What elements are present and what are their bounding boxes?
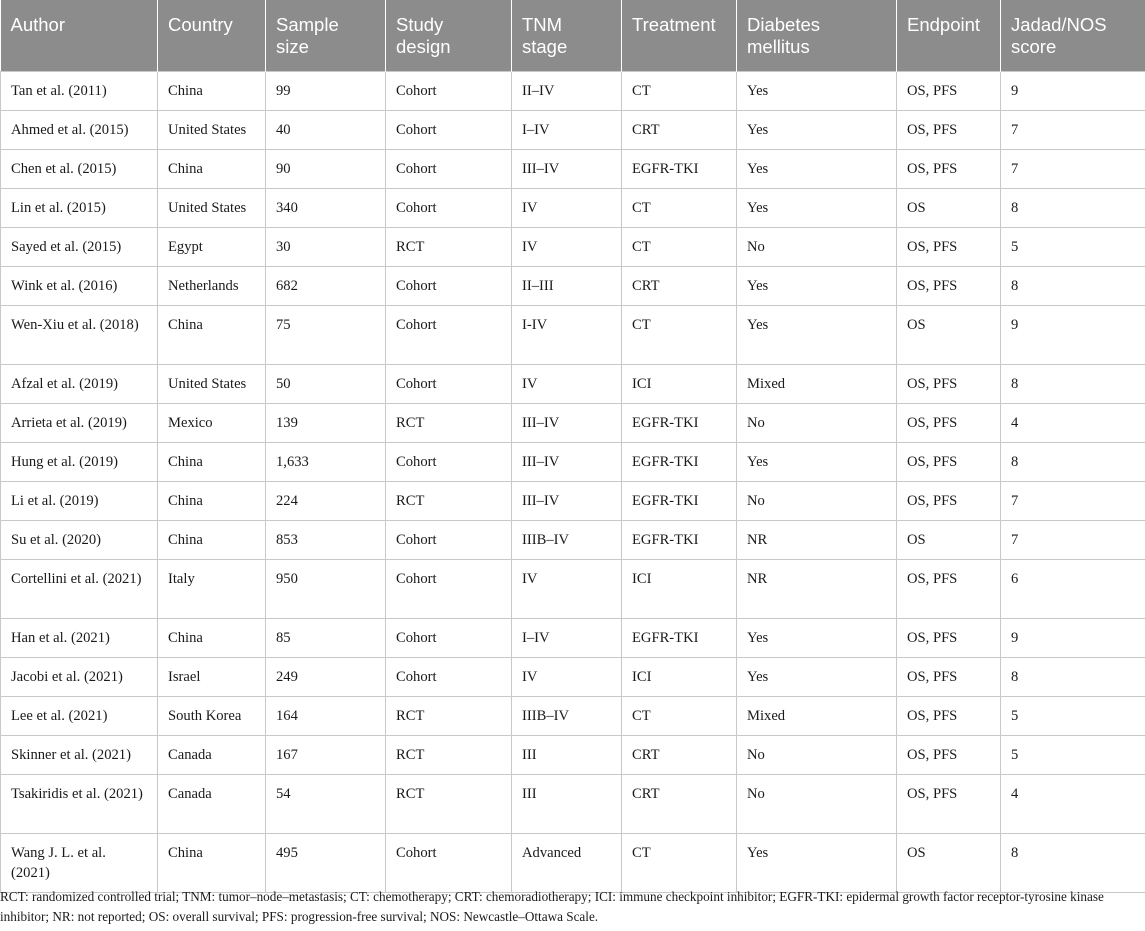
country-cell: Canada bbox=[158, 775, 266, 834]
score-cell: 8 bbox=[1001, 658, 1145, 697]
table-row bbox=[1, 482, 1145, 521]
author-cell: Chen et al. (2015) bbox=[1, 150, 158, 189]
header-sample-size: Sample size bbox=[266, 0, 386, 72]
score-cell: 9 bbox=[1001, 306, 1145, 365]
sample-size-cell: 224 bbox=[266, 482, 386, 521]
treatment-cell: ICI bbox=[622, 658, 737, 697]
table-row bbox=[1, 736, 1145, 775]
diabetes-cell: Yes bbox=[737, 267, 897, 306]
study-design-cell: RCT bbox=[386, 697, 512, 736]
country-cell: South Korea bbox=[158, 697, 266, 736]
table-header bbox=[1, 0, 1145, 72]
tnm-stage-cell: II–IV bbox=[512, 72, 622, 111]
study-design-cell: Cohort bbox=[386, 189, 512, 228]
treatment-cell: EGFR-TKI bbox=[622, 443, 737, 482]
sample-size-cell: 164 bbox=[266, 697, 386, 736]
diabetes-cell: Yes bbox=[737, 443, 897, 482]
country-cell: China bbox=[158, 619, 266, 658]
treatment-cell: EGFR-TKI bbox=[622, 150, 737, 189]
study-design-cell: Cohort bbox=[386, 72, 512, 111]
country-cell: China bbox=[158, 443, 266, 482]
author-cell: Cortellini et al. (2021) bbox=[1, 560, 158, 619]
sample-size-cell: 139 bbox=[266, 404, 386, 443]
diabetes-cell: Yes bbox=[737, 834, 897, 893]
tnm-stage-cell: II–III bbox=[512, 267, 622, 306]
tnm-stage-cell: I–IV bbox=[512, 111, 622, 150]
study-design-cell: RCT bbox=[386, 228, 512, 267]
treatment-cell: CT bbox=[622, 697, 737, 736]
study-design-cell: RCT bbox=[386, 775, 512, 834]
author-cell: Lin et al. (2015) bbox=[1, 189, 158, 228]
tnm-stage-cell: III–IV bbox=[512, 150, 622, 189]
sample-size-cell: 99 bbox=[266, 72, 386, 111]
diabetes-cell: Yes bbox=[737, 189, 897, 228]
tnm-stage-cell: IV bbox=[512, 658, 622, 697]
header-jadad-nos-score: Jadad/NOS score bbox=[1001, 0, 1145, 72]
score-cell: 5 bbox=[1001, 697, 1145, 736]
table-row bbox=[1, 150, 1145, 189]
treatment-cell: EGFR-TKI bbox=[622, 619, 737, 658]
treatment-cell: CT bbox=[622, 228, 737, 267]
sample-size-cell: 495 bbox=[266, 834, 386, 893]
sample-size-cell: 54 bbox=[266, 775, 386, 834]
tnm-stage-cell: III–IV bbox=[512, 443, 622, 482]
country-cell: China bbox=[158, 150, 266, 189]
table-row bbox=[1, 443, 1145, 482]
sample-size-cell: 50 bbox=[266, 365, 386, 404]
tnm-stage-cell: IV bbox=[512, 365, 622, 404]
table-row bbox=[1, 521, 1145, 560]
header-endpoint: Endpoint bbox=[897, 0, 1001, 72]
endpoint-cell: OS, PFS bbox=[897, 658, 1001, 697]
score-cell: 8 bbox=[1001, 834, 1145, 893]
country-cell: China bbox=[158, 521, 266, 560]
country-cell: United States bbox=[158, 111, 266, 150]
diabetes-cell: Mixed bbox=[737, 697, 897, 736]
author-cell: Lee et al. (2021) bbox=[1, 697, 158, 736]
endpoint-cell: OS bbox=[897, 834, 1001, 893]
diabetes-cell: Yes bbox=[737, 658, 897, 697]
author-cell: Tsakiridis et al. (2021) bbox=[1, 775, 158, 834]
endpoint-cell: OS, PFS bbox=[897, 482, 1001, 521]
country-cell: Egypt bbox=[158, 228, 266, 267]
table-body bbox=[1, 72, 1145, 893]
study-design-cell: Cohort bbox=[386, 521, 512, 560]
study-design-cell: Cohort bbox=[386, 834, 512, 893]
endpoint-cell: OS, PFS bbox=[897, 228, 1001, 267]
tnm-stage-cell: IV bbox=[512, 189, 622, 228]
tnm-stage-cell: IV bbox=[512, 560, 622, 619]
treatment-cell: CT bbox=[622, 72, 737, 111]
country-cell: Italy bbox=[158, 560, 266, 619]
study-design-cell: Cohort bbox=[386, 560, 512, 619]
diabetes-cell: No bbox=[737, 482, 897, 521]
author-cell: Skinner et al. (2021) bbox=[1, 736, 158, 775]
study-design-cell: Cohort bbox=[386, 267, 512, 306]
score-cell: 8 bbox=[1001, 189, 1145, 228]
header-study-design: Study design bbox=[386, 0, 512, 72]
score-cell: 8 bbox=[1001, 443, 1145, 482]
table-row bbox=[1, 72, 1145, 111]
endpoint-cell: OS, PFS bbox=[897, 560, 1001, 619]
sample-size-cell: 40 bbox=[266, 111, 386, 150]
country-cell: China bbox=[158, 482, 266, 521]
author-cell: Wen-Xiu et al. (2018) bbox=[1, 306, 158, 365]
treatment-cell: CRT bbox=[622, 775, 737, 834]
sample-size-cell: 950 bbox=[266, 560, 386, 619]
score-cell: 9 bbox=[1001, 619, 1145, 658]
diabetes-cell: Yes bbox=[737, 111, 897, 150]
score-cell: 7 bbox=[1001, 482, 1145, 521]
endpoint-cell: OS, PFS bbox=[897, 150, 1001, 189]
diabetes-cell: No bbox=[737, 736, 897, 775]
diabetes-cell: Yes bbox=[737, 619, 897, 658]
endpoint-cell: OS, PFS bbox=[897, 775, 1001, 834]
diabetes-cell: Yes bbox=[737, 306, 897, 365]
tnm-stage-cell: III–IV bbox=[512, 482, 622, 521]
table-row bbox=[1, 228, 1145, 267]
table-row bbox=[1, 619, 1145, 658]
treatment-cell: CRT bbox=[622, 111, 737, 150]
country-cell: Israel bbox=[158, 658, 266, 697]
study-design-cell: RCT bbox=[386, 404, 512, 443]
table-row bbox=[1, 775, 1145, 834]
header-tnm-stage: TNM stage bbox=[512, 0, 622, 72]
header-country: Country bbox=[158, 0, 266, 72]
table-row bbox=[1, 189, 1145, 228]
sample-size-cell: 30 bbox=[266, 228, 386, 267]
tnm-stage-cell: Advanced bbox=[512, 834, 622, 893]
author-cell: Su et al. (2020) bbox=[1, 521, 158, 560]
endpoint-cell: OS, PFS bbox=[897, 365, 1001, 404]
header-diabetes-mellitus: Diabetes mellitus bbox=[737, 0, 897, 72]
header-row bbox=[1, 0, 1145, 72]
score-cell: 4 bbox=[1001, 404, 1145, 443]
endpoint-cell: OS, PFS bbox=[897, 267, 1001, 306]
treatment-cell: EGFR-TKI bbox=[622, 521, 737, 560]
study-design-cell: Cohort bbox=[386, 306, 512, 365]
study-design-cell: RCT bbox=[386, 482, 512, 521]
score-cell: 8 bbox=[1001, 365, 1145, 404]
author-cell: Sayed et al. (2015) bbox=[1, 228, 158, 267]
sample-size-cell: 1,633 bbox=[266, 443, 386, 482]
endpoint-cell: OS, PFS bbox=[897, 111, 1001, 150]
author-cell: Li et al. (2019) bbox=[1, 482, 158, 521]
sample-size-cell: 90 bbox=[266, 150, 386, 189]
country-cell: United States bbox=[158, 365, 266, 404]
sample-size-cell: 75 bbox=[266, 306, 386, 365]
country-cell: China bbox=[158, 834, 266, 893]
endpoint-cell: OS bbox=[897, 521, 1001, 560]
endpoint-cell: OS bbox=[897, 189, 1001, 228]
country-cell: China bbox=[158, 72, 266, 111]
diabetes-cell: Yes bbox=[737, 150, 897, 189]
study-design-cell: Cohort bbox=[386, 365, 512, 404]
table-row bbox=[1, 365, 1145, 404]
author-cell: Tan et al. (2011) bbox=[1, 72, 158, 111]
diabetes-cell: No bbox=[737, 228, 897, 267]
tnm-stage-cell: IIIB–IV bbox=[512, 521, 622, 560]
table-row bbox=[1, 560, 1145, 619]
endpoint-cell: OS, PFS bbox=[897, 619, 1001, 658]
score-cell: 7 bbox=[1001, 521, 1145, 560]
table-row bbox=[1, 658, 1145, 697]
tnm-stage-cell: IIIB–IV bbox=[512, 697, 622, 736]
author-cell: Hung et al. (2019) bbox=[1, 443, 158, 482]
treatment-cell: CT bbox=[622, 306, 737, 365]
score-cell: 5 bbox=[1001, 736, 1145, 775]
table-row bbox=[1, 834, 1145, 893]
country-cell: Netherlands bbox=[158, 267, 266, 306]
table-row bbox=[1, 111, 1145, 150]
table-row bbox=[1, 697, 1145, 736]
score-cell: 4 bbox=[1001, 775, 1145, 834]
author-cell: Wink et al. (2016) bbox=[1, 267, 158, 306]
study-design-cell: Cohort bbox=[386, 619, 512, 658]
score-cell: 7 bbox=[1001, 111, 1145, 150]
diabetes-cell: NR bbox=[737, 521, 897, 560]
diabetes-cell: No bbox=[737, 404, 897, 443]
treatment-cell: CRT bbox=[622, 267, 737, 306]
sample-size-cell: 340 bbox=[266, 189, 386, 228]
header-author: Author bbox=[1, 0, 158, 72]
study-design-cell: Cohort bbox=[386, 150, 512, 189]
sample-size-cell: 167 bbox=[266, 736, 386, 775]
diabetes-cell: NR bbox=[737, 560, 897, 619]
sample-size-cell: 682 bbox=[266, 267, 386, 306]
table-row bbox=[1, 404, 1145, 443]
author-cell: Afzal et al. (2019) bbox=[1, 365, 158, 404]
diabetes-cell: Yes bbox=[737, 72, 897, 111]
score-cell: 7 bbox=[1001, 150, 1145, 189]
country-cell: United States bbox=[158, 189, 266, 228]
study-design-cell: RCT bbox=[386, 736, 512, 775]
treatment-cell: EGFR-TKI bbox=[622, 404, 737, 443]
treatment-cell: CT bbox=[622, 189, 737, 228]
sample-size-cell: 249 bbox=[266, 658, 386, 697]
score-cell: 9 bbox=[1001, 72, 1145, 111]
endpoint-cell: OS, PFS bbox=[897, 736, 1001, 775]
score-cell: 8 bbox=[1001, 267, 1145, 306]
tnm-stage-cell: III bbox=[512, 775, 622, 834]
country-cell: China bbox=[158, 306, 266, 365]
country-cell: Canada bbox=[158, 736, 266, 775]
treatment-cell: CT bbox=[622, 834, 737, 893]
treatment-cell: ICI bbox=[622, 365, 737, 404]
study-design-cell: Cohort bbox=[386, 658, 512, 697]
endpoint-cell: OS, PFS bbox=[897, 443, 1001, 482]
table-row bbox=[1, 267, 1145, 306]
endpoint-cell: OS bbox=[897, 306, 1001, 365]
study-design-cell: Cohort bbox=[386, 443, 512, 482]
score-cell: 5 bbox=[1001, 228, 1145, 267]
author-cell: Arrieta et al. (2019) bbox=[1, 404, 158, 443]
study-design-cell: Cohort bbox=[386, 111, 512, 150]
author-cell: Jacobi et al. (2021) bbox=[1, 658, 158, 697]
author-cell: Wang J. L. et al. (2021) bbox=[1, 834, 158, 893]
tnm-stage-cell: IV bbox=[512, 228, 622, 267]
endpoint-cell: OS, PFS bbox=[897, 404, 1001, 443]
tnm-stage-cell: III bbox=[512, 736, 622, 775]
sample-size-cell: 85 bbox=[266, 619, 386, 658]
country-cell: Mexico bbox=[158, 404, 266, 443]
tnm-stage-cell: III–IV bbox=[512, 404, 622, 443]
tnm-stage-cell: I-IV bbox=[512, 306, 622, 365]
treatment-cell: EGFR-TKI bbox=[622, 482, 737, 521]
sample-size-cell: 853 bbox=[266, 521, 386, 560]
diabetes-cell: Mixed bbox=[737, 365, 897, 404]
table-row bbox=[1, 306, 1145, 365]
table-footnote: RCT: randomized controlled trial; TNM: tumor–node–metastasis; CT: chemotherapy; CRT: chemoradiotherapy; ICI: immune checkpoint inhibitor; EGFR-TKI: epidermal growth factor receptor-tyrosine kinase inhibitor; NR: not reported; OS: overall survival; PFS: progression-free survival; NOS: Newcastle–Ottawa Scale. bbox=[0, 889, 1104, 924]
endpoint-cell: OS, PFS bbox=[897, 72, 1001, 111]
diabetes-cell: No bbox=[737, 775, 897, 834]
treatment-cell: ICI bbox=[622, 560, 737, 619]
endpoint-cell: OS, PFS bbox=[897, 697, 1001, 736]
author-cell: Ahmed et al. (2015) bbox=[1, 111, 158, 150]
tnm-stage-cell: I–IV bbox=[512, 619, 622, 658]
author-cell: Han et al. (2021) bbox=[1, 619, 158, 658]
header-treatment: Treatment bbox=[622, 0, 737, 72]
score-cell: 6 bbox=[1001, 560, 1145, 619]
treatment-cell: CRT bbox=[622, 736, 737, 775]
